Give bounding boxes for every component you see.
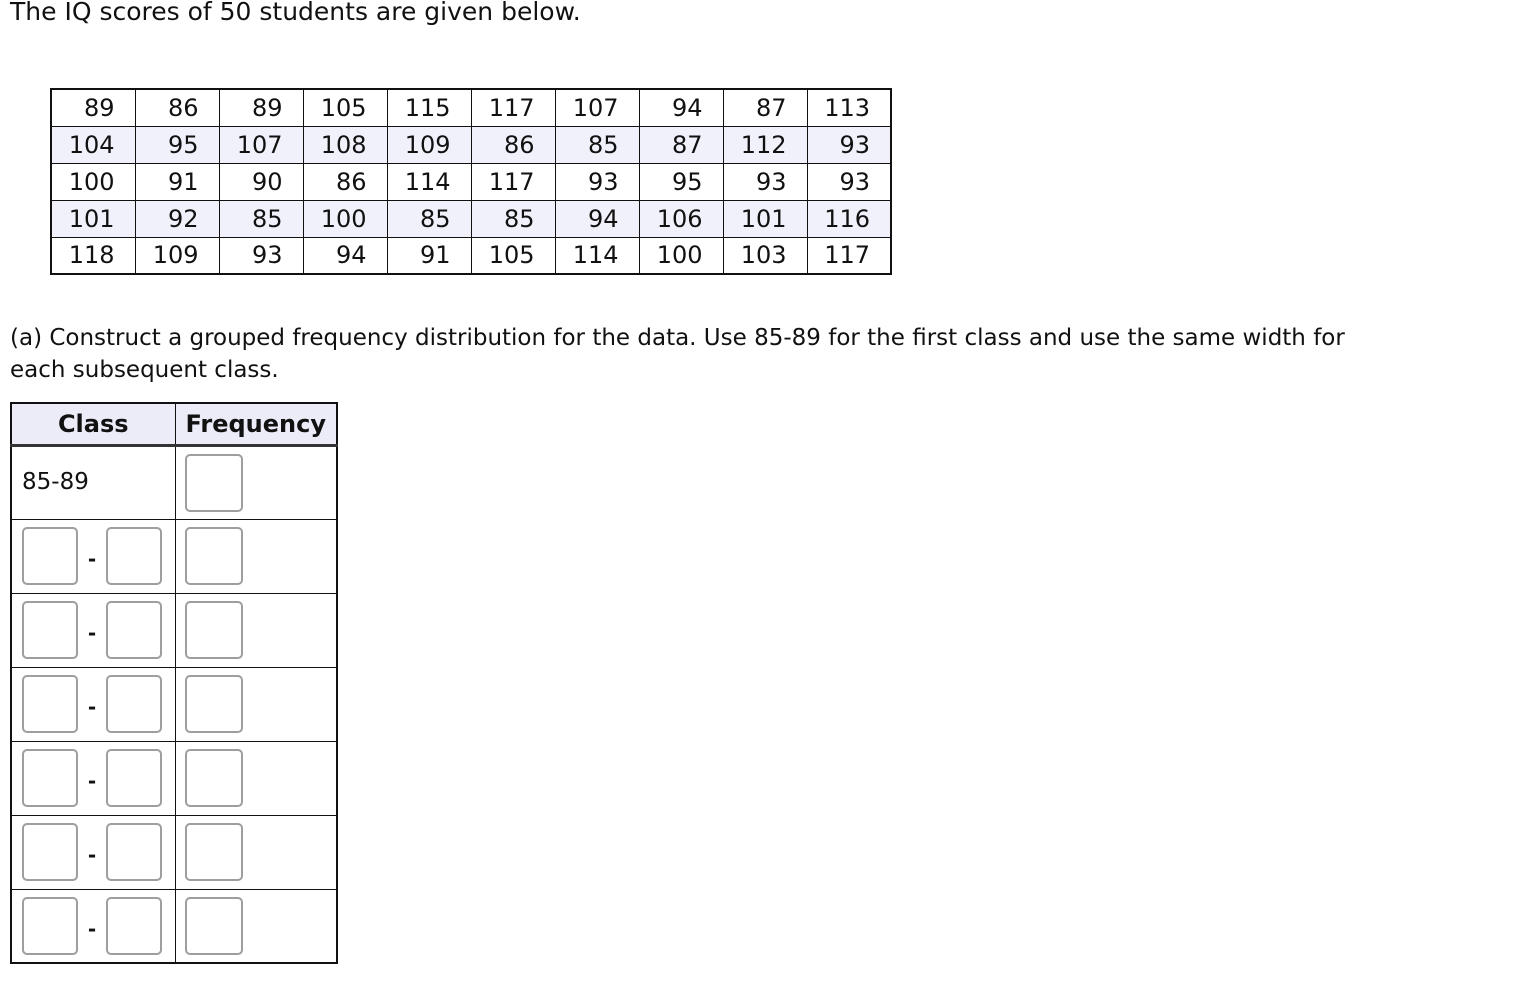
class-lower-limit-input[interactable] (22, 527, 78, 585)
score-row (51, 89, 891, 126)
class-range-cell (11, 519, 175, 593)
score-cell: 117 (471, 89, 555, 126)
score-cell: 85 (555, 126, 639, 163)
score-cell: 86 (135, 89, 219, 126)
range-dash: - (87, 621, 97, 645)
frequency-input-2[interactable] (185, 527, 243, 585)
class-row-1 (11, 445, 337, 519)
score-cell: 93 (219, 237, 303, 274)
score-cell: 91 (387, 237, 471, 274)
class-lower-limit-input[interactable] (22, 897, 78, 955)
score-cell: 85 (219, 200, 303, 237)
score-cell: 94 (555, 200, 639, 237)
class-upper-limit-input[interactable] (106, 897, 162, 955)
frequency-cell (175, 593, 337, 667)
score-cell: 85 (471, 200, 555, 237)
frequency-cell (175, 445, 337, 519)
score-cell: 109 (135, 237, 219, 274)
class-row-5 (11, 741, 337, 815)
score-row (51, 200, 891, 237)
score-cell: 89 (51, 89, 135, 126)
score-cell: 100 (639, 237, 723, 274)
score-row (51, 163, 891, 200)
frequency-cell (175, 889, 337, 963)
frequency-cell (175, 519, 337, 593)
frequency-cell (175, 741, 337, 815)
range-dash: - (87, 695, 97, 719)
class-row-2 (11, 519, 337, 593)
score-cell: 118 (51, 237, 135, 274)
score-cell: 109 (387, 126, 471, 163)
score-cell: 93 (807, 163, 891, 200)
frequency-cell (175, 815, 337, 889)
score-cell: 90 (219, 163, 303, 200)
score-cell: 91 (135, 163, 219, 200)
class-lower-limit-input[interactable] (22, 749, 78, 807)
score-cell: 85 (387, 200, 471, 237)
score-cell: 87 (639, 126, 723, 163)
frequency-input-4[interactable] (185, 675, 243, 733)
frequency-input-3[interactable] (185, 601, 243, 659)
score-cell: 106 (639, 200, 723, 237)
class-range-cell (11, 815, 175, 889)
first-class-label: 85-89 (11, 445, 175, 519)
score-cell: 95 (639, 163, 723, 200)
score-cell: 116 (807, 200, 891, 237)
score-cell: 93 (555, 163, 639, 200)
score-cell: 114 (387, 163, 471, 200)
score-cell: 115 (387, 89, 471, 126)
score-cell: 100 (303, 200, 387, 237)
range-dash: - (87, 916, 97, 941)
score-cell: 86 (471, 126, 555, 163)
score-cell: 86 (303, 163, 387, 200)
class-range-cell (11, 593, 175, 667)
frequency-input-5[interactable] (185, 749, 243, 807)
score-cell: 114 (555, 237, 639, 274)
frequency-input-6[interactable] (185, 823, 243, 881)
score-cell: 107 (555, 89, 639, 126)
class-range-cell (11, 741, 175, 815)
frequency-input-1[interactable] (185, 454, 243, 512)
score-cell: 113 (807, 89, 891, 126)
frequency-column-header: Frequency (175, 403, 337, 445)
iq-scores-table (50, 88, 892, 275)
score-cell: 104 (51, 126, 135, 163)
score-cell: 105 (303, 89, 387, 126)
score-cell: 108 (303, 126, 387, 163)
score-cell: 105 (471, 237, 555, 274)
class-column-header: Class (11, 403, 175, 445)
class-row-6 (11, 815, 337, 889)
class-row-7 (11, 889, 337, 963)
class-lower-limit-input[interactable] (22, 601, 78, 659)
score-cell: 95 (135, 126, 219, 163)
range-dash: - (87, 547, 97, 571)
class-upper-limit-input[interactable] (106, 675, 162, 733)
score-cell: 93 (723, 163, 807, 200)
frequency-distribution-table (10, 402, 338, 964)
class-row-4 (11, 667, 337, 741)
range-dash: - (87, 843, 97, 867)
class-upper-limit-input[interactable] (106, 601, 162, 659)
class-lower-limit-input[interactable] (22, 675, 78, 733)
class-lower-limit-input[interactable] (22, 823, 78, 881)
score-cell: 117 (471, 163, 555, 200)
score-cell: 112 (723, 126, 807, 163)
score-cell: 94 (303, 237, 387, 274)
score-cell: 103 (723, 237, 807, 274)
frequency-cell (175, 667, 337, 741)
class-range-cell (11, 889, 175, 963)
score-cell: 101 (723, 200, 807, 237)
class-upper-limit-input[interactable] (106, 823, 162, 881)
range-dash: - (87, 769, 97, 793)
class-upper-limit-input[interactable] (106, 527, 162, 585)
score-cell: 93 (807, 126, 891, 163)
score-cell: 89 (219, 89, 303, 126)
score-cell: 92 (135, 200, 219, 237)
score-row (51, 237, 891, 274)
frequency-input-7[interactable] (185, 897, 243, 955)
part-a-instructions: (a) Construct a grouped frequency distribution for the data. Use 85-89 for the first class and use the same width for each subsequent class. (10, 325, 1345, 383)
class-range-cell (11, 667, 175, 741)
class-row-3 (11, 593, 337, 667)
score-cell: 100 (51, 163, 135, 200)
score-cell: 101 (51, 200, 135, 237)
score-cell: 107 (219, 126, 303, 163)
problem-intro: The IQ scores of 50 students are given below. (10, 0, 581, 26)
score-cell: 94 (639, 89, 723, 126)
score-cell: 117 (807, 237, 891, 274)
score-row (51, 126, 891, 163)
class-upper-limit-input[interactable] (106, 749, 162, 807)
score-cell: 87 (723, 89, 807, 126)
